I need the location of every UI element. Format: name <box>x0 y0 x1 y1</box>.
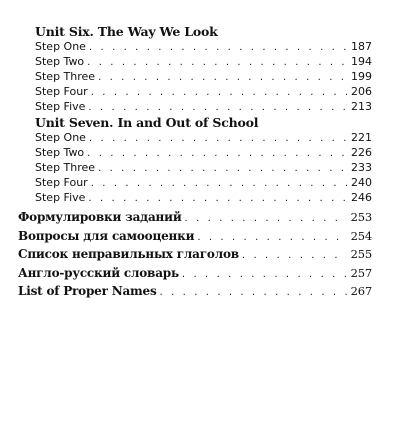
toc-section-proper-names[interactable] <box>18 284 372 300</box>
dot-leader <box>89 133 347 144</box>
toc-entry-unit7-step2[interactable] <box>35 146 372 162</box>
toc-section-dictionary[interactable] <box>18 266 372 282</box>
unit-six-title: Unit Six. The Way We Look <box>35 24 218 39</box>
dot-leader <box>91 178 347 189</box>
toc-section-self-assessment[interactable] <box>18 229 372 245</box>
toc-entry-label: Step Five <box>35 100 86 113</box>
toc-entry-page: 246 <box>351 191 372 204</box>
toc-section-label: List of Proper Names <box>18 284 157 298</box>
toc-section-label: Вопросы для самооценки <box>18 229 195 243</box>
toc-entry-unit6-step3[interactable] <box>35 70 372 86</box>
unit-seven-title: Unit Seven. In and Out of School <box>35 115 259 130</box>
toc-section-label: Формулировки заданий <box>18 210 182 224</box>
toc-entry-unit7-step4[interactable] <box>35 176 372 192</box>
dot-leader <box>87 148 347 159</box>
toc-entry-unit7-step3[interactable] <box>35 161 372 177</box>
toc-section-label: Список неправильных глаголов <box>18 247 239 261</box>
toc-section-task-wording[interactable] <box>18 210 372 226</box>
toc-entry-unit6-step5[interactable] <box>35 100 372 116</box>
toc-entry-label: Step Four <box>35 85 88 98</box>
toc-entry-label: Step Three <box>35 70 96 83</box>
toc-entry-label: Step One <box>35 131 86 144</box>
dot-leader <box>98 72 347 83</box>
toc-entry-unit6-step2[interactable] <box>35 55 372 71</box>
dot-leader <box>185 213 347 224</box>
toc-entry-page: 206 <box>351 85 372 98</box>
toc-entry-label: Step Two <box>35 55 85 68</box>
toc-entry-page: 221 <box>351 131 372 144</box>
toc-entry-unit6-step4[interactable] <box>35 85 372 101</box>
dot-leader <box>242 250 347 261</box>
toc-section-page: 267 <box>350 284 372 298</box>
toc-entry-unit7-step5[interactable] <box>35 191 372 207</box>
dot-leader <box>88 193 347 204</box>
toc-section-page: 253 <box>350 210 372 224</box>
toc-entry-page: 187 <box>351 40 372 53</box>
dot-leader <box>160 287 347 298</box>
dot-leader <box>88 102 347 113</box>
toc-entry-label: Step Five <box>35 191 86 204</box>
dot-leader <box>98 163 347 174</box>
toc-entry-page: 226 <box>351 146 372 159</box>
dot-leader <box>89 42 347 53</box>
dot-leader <box>91 87 347 98</box>
toc-entry-label: Step Four <box>35 176 88 189</box>
dot-leader <box>197 232 347 243</box>
toc-entry-label: Step Two <box>35 146 85 159</box>
toc-entry-label: Step Three <box>35 161 96 174</box>
dot-leader <box>87 57 347 68</box>
toc-entry-unit6-step1[interactable] <box>35 40 372 56</box>
toc-entry-page: 213 <box>351 100 372 113</box>
toc-section-label: Англо-русский словарь <box>18 266 179 280</box>
toc-entry-page: 233 <box>351 161 372 174</box>
toc-entry-page: 194 <box>351 55 372 68</box>
toc-entry-page: 240 <box>351 176 372 189</box>
toc-entry-page: 199 <box>351 70 372 83</box>
toc-section-page: 255 <box>350 247 372 261</box>
toc-section-page: 257 <box>350 266 372 280</box>
dot-leader <box>182 269 347 280</box>
toc-entry-label: Step One <box>35 40 86 53</box>
toc-section-irregular-verbs[interactable] <box>18 247 372 263</box>
toc-entry-unit7-step1[interactable] <box>35 131 372 147</box>
toc-section-page: 254 <box>350 229 372 243</box>
